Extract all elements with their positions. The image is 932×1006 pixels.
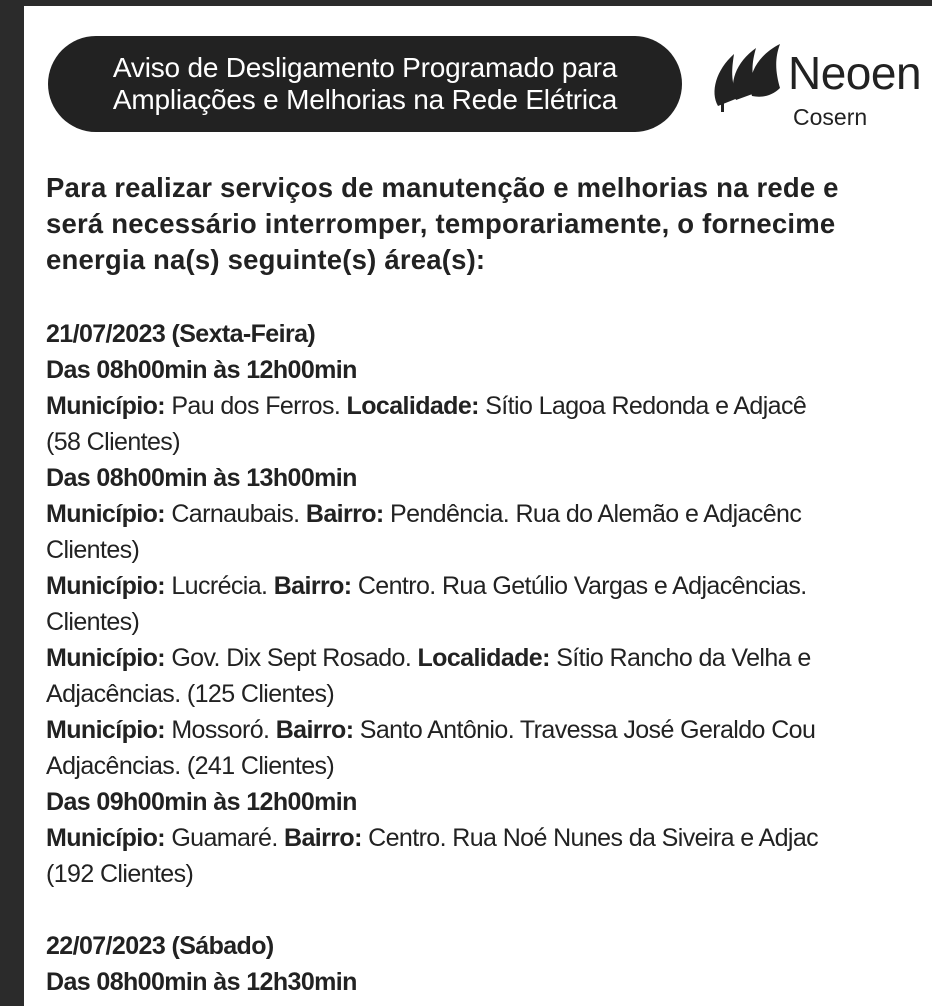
intro-line-1: Para realizar serviços de manutenção e melhorias na rede e: [46, 172, 839, 203]
notice-title-pill: [48, 36, 682, 132]
time-range: Das 09h00min às 12h00min: [46, 788, 357, 816]
brand-name: Neoen: [788, 47, 922, 99]
time-range: Das 08h00min às 12h00min: [46, 356, 357, 384]
entry-detail: Centro. Rua Noé Nunes da Siveira e Adjac: [361, 824, 819, 852]
date-heading: 22/07/2023 (Sábado): [46, 932, 274, 960]
municipio-value: Lucrécia.: [164, 572, 274, 600]
localidade-label: Localidade:: [346, 392, 479, 420]
entry-continuation: Clientes): [46, 536, 140, 564]
entry-detail: Sítio Lagoa Redonda e Adjacê: [478, 392, 807, 420]
entry-detail: Centro. Rua Getúlio Vargas e Adjacências.: [351, 572, 807, 600]
entry-continuation: Clientes): [46, 608, 140, 636]
localidade-label: Localidade:: [417, 644, 550, 672]
entry-detail: Pendência. Rua do Alemão e Adjacênc: [383, 500, 802, 528]
bairro-label: Bairro:: [273, 572, 352, 600]
notice-title-line-1: Aviso de Desligamento Programado para: [112, 52, 618, 83]
neoenergia-logo: [708, 40, 932, 140]
outage-entry: [46, 820, 932, 856]
municipio-value: Gov. Dix Sept Rosado.: [164, 644, 418, 672]
intro-line-2: será necessário interromper, temporariamente, o fornecime: [46, 208, 836, 239]
time-range: Das 08h00min às 12h30min: [46, 968, 357, 996]
municipio-value: Pau dos Ferros.: [164, 392, 347, 420]
bairro-label: Bairro:: [275, 716, 354, 744]
intro-line-3: energia na(s) seguinte(s) área(s):: [46, 244, 486, 275]
municipio-label: Município:: [46, 500, 165, 528]
time-range: Das 08h00min às 13h00min: [46, 464, 357, 492]
municipio-label: Município:: [46, 572, 165, 600]
entry-continuation: (192 Clientes): [46, 860, 194, 888]
municipio-value: Guamaré.: [164, 824, 285, 852]
entry-continuation: Adjacências. (125 Clientes): [46, 680, 335, 708]
municipio-value: Mossoró.: [164, 716, 276, 744]
bairro-label: Bairro:: [284, 824, 362, 852]
intro-paragraph: [46, 170, 932, 278]
entry-continuation: (58 Clientes): [46, 428, 180, 456]
municipio-label: Município:: [46, 392, 165, 420]
notice-sheet: [24, 6, 932, 1006]
municipio-label: Município:: [46, 644, 165, 672]
date-heading: 21/07/2023 (Sexta-Feira): [46, 320, 316, 348]
flame-leaves-icon: [708, 40, 790, 120]
entry-continuation: Adjacências. (241 Clientes): [46, 752, 335, 780]
section-spacer: [46, 892, 932, 928]
entry-detail: Santo Antônio. Travessa José Geraldo Cou: [353, 716, 816, 744]
outage-entry: [46, 388, 932, 424]
entry-detail: Sítio Rancho da Velha e: [549, 644, 811, 672]
outage-entry: [46, 640, 932, 676]
municipio-value: Carnaubais.: [164, 500, 306, 528]
notice-title-line-2: Ampliações e Melhorias na Rede Elétrica: [112, 84, 618, 115]
bairro-label: Bairro:: [305, 500, 384, 528]
outage-entry: [46, 712, 932, 748]
brand-subsidiary: Cosern: [793, 104, 868, 130]
outage-schedule: [46, 316, 932, 1000]
outage-entry: [46, 496, 932, 532]
municipio-label: Município:: [46, 824, 165, 852]
outage-entry: [46, 568, 932, 604]
municipio-label: Município:: [46, 716, 165, 744]
